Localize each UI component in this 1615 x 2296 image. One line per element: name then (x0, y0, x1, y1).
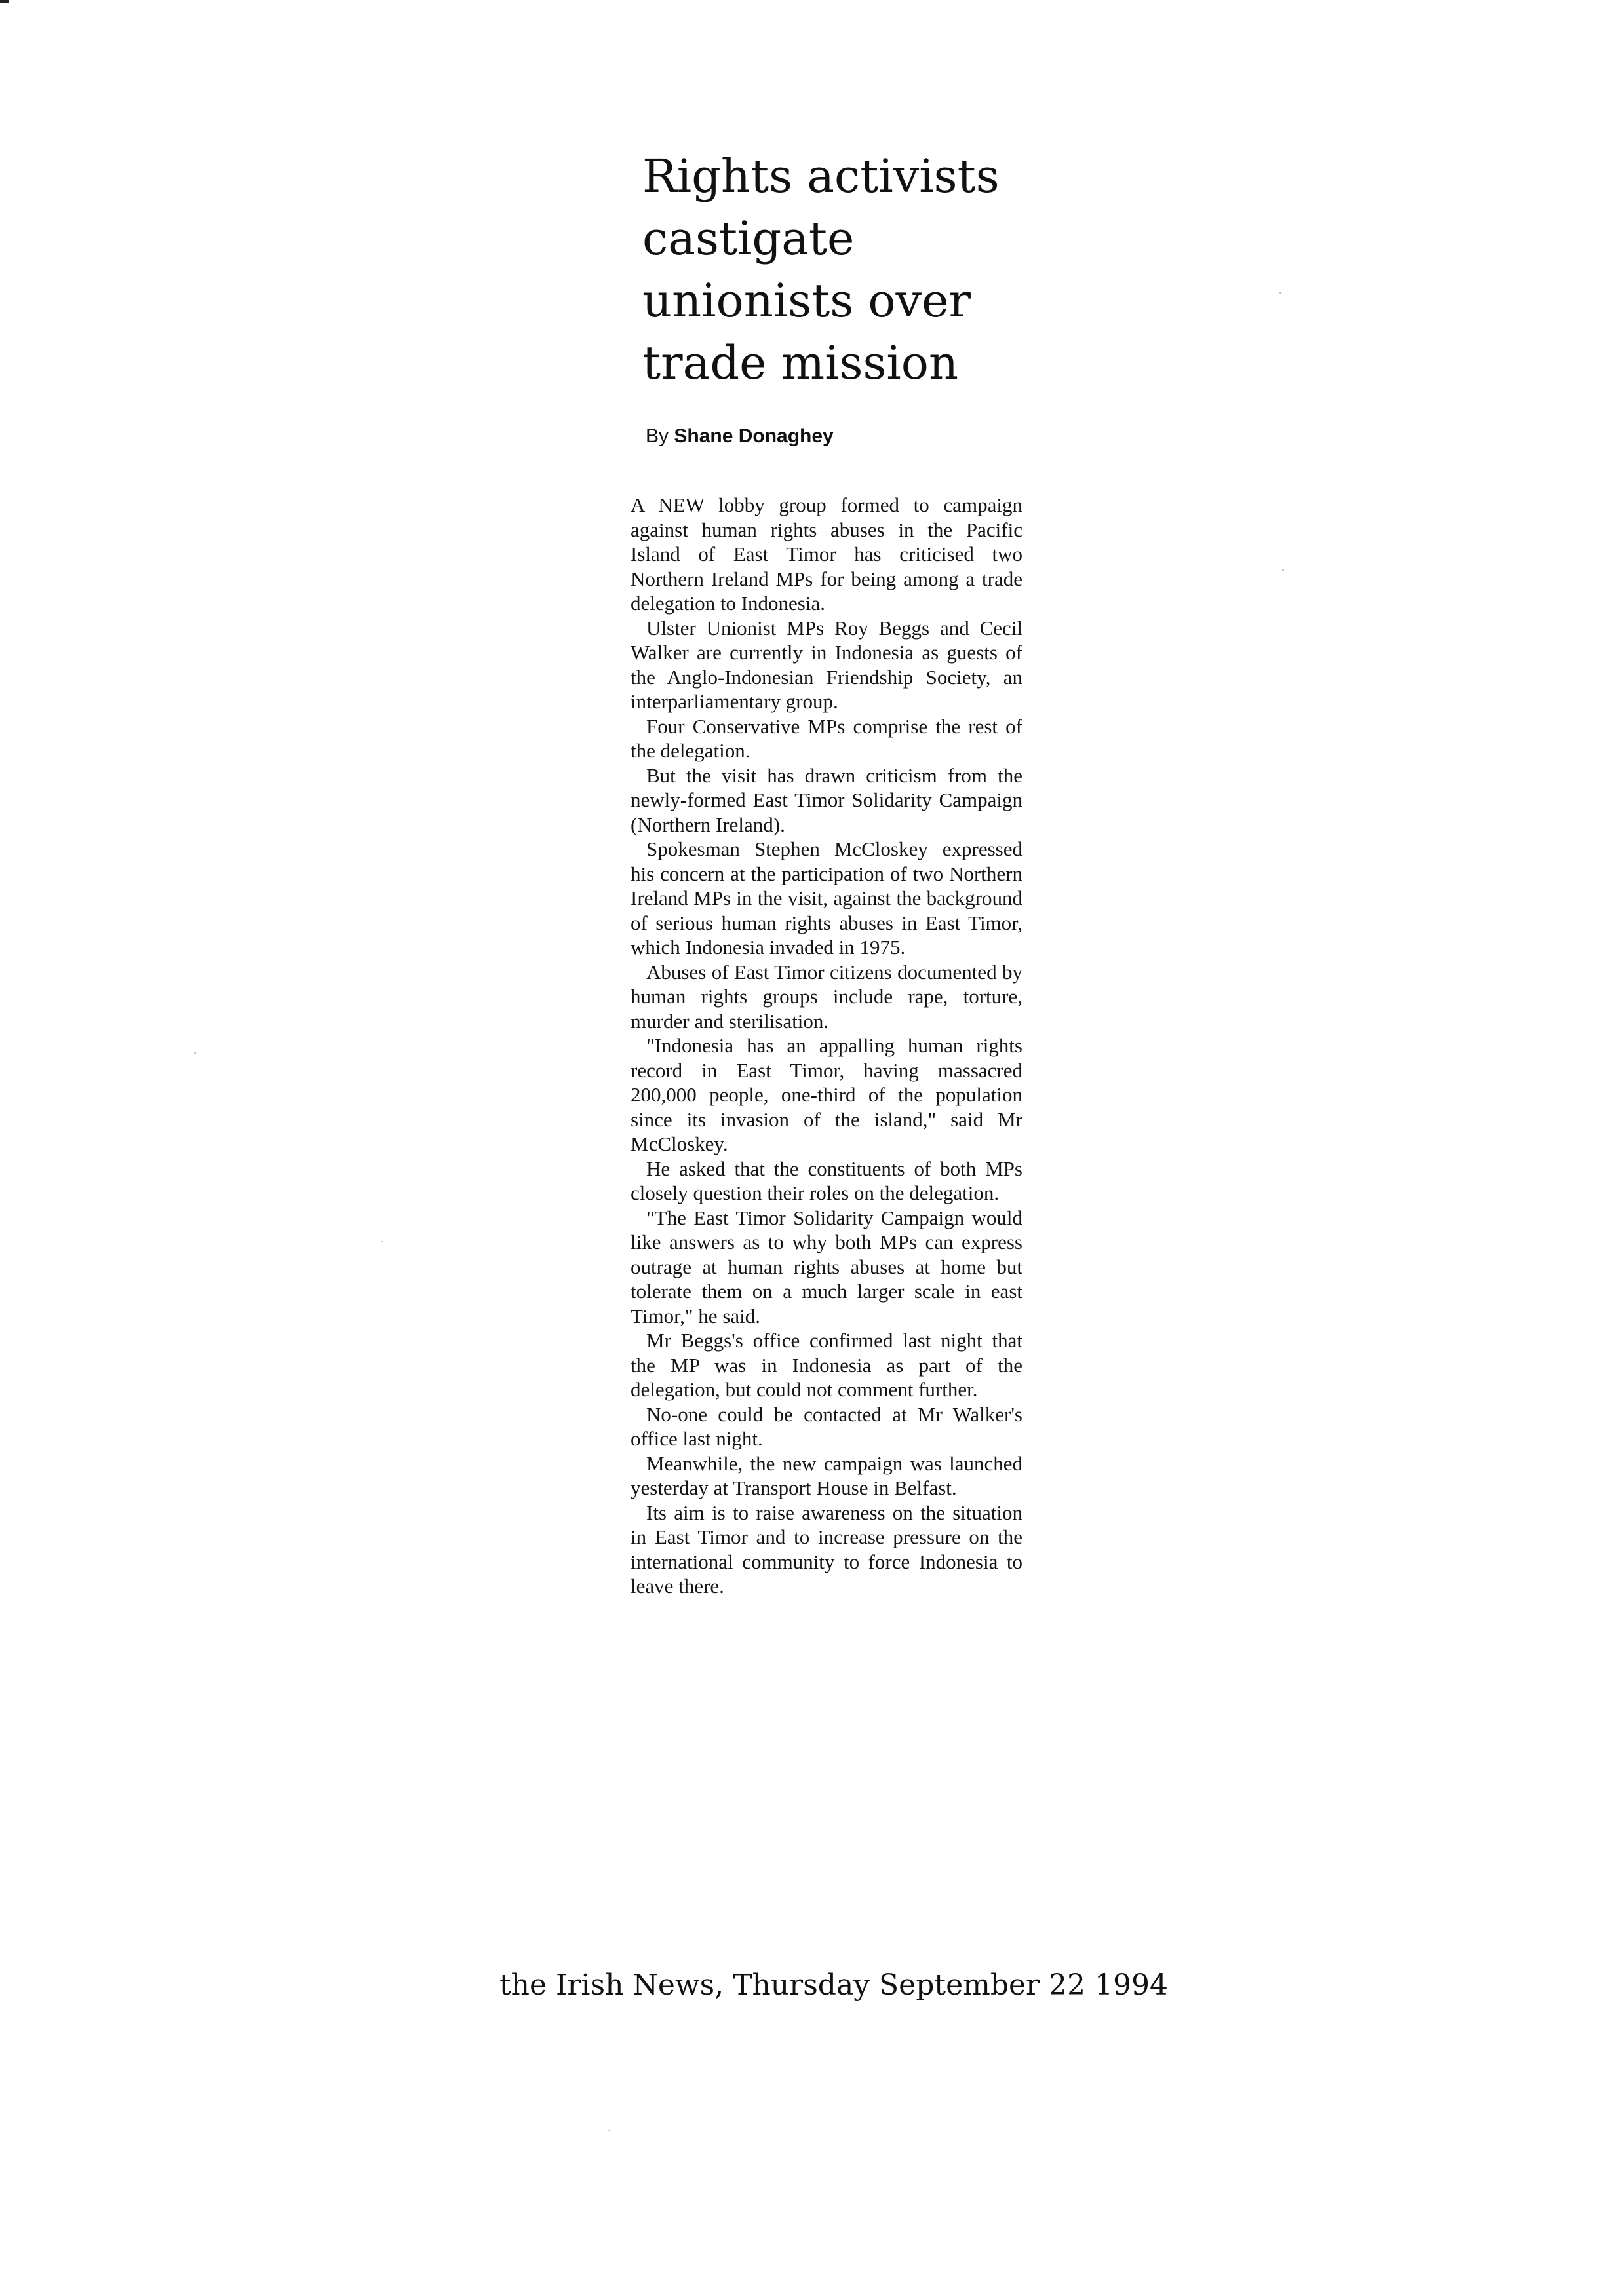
article-paragraph: "Indonesia has an appalling human rights record in East Timor, having massacred 200,000 people, one-third of the population since its invasion of the island," said Mr McCloskey. (631, 1034, 1022, 1155)
scan-speck (194, 1052, 196, 1054)
scan-speck (1279, 292, 1281, 294)
byline-author: Shane Donaghey (674, 425, 834, 447)
source-citation: the Irish News, Thursday September 22 1994 (499, 1968, 1169, 2002)
article-paragraph: Its aim is to raise awareness on the situation in East Timor and to increase pressure on the international community to force Indonesia to leave there. (631, 1501, 1022, 1598)
article-paragraph: "The East Timor Solidarity Campaign would like answers as to why both MPs can express outrage at human rights abuses at home but tolerate them on a much larger scale in east Timor," he said. (631, 1206, 1022, 1328)
article-paragraph: Mr Beggs's office confirmed last night that the MP was in Indonesia as part of the delegation, but could not comment further. (631, 1329, 1022, 1401)
article-paragraph: He asked that the constituents of both MPs closely question their roles on the delegation. (631, 1157, 1022, 1204)
scan-corner-mark (0, 0, 9, 3)
article-byline (646, 423, 834, 450)
article-paragraph: Ulster Unionist MPs Roy Beggs and Cecil Walker are currently in Indonesia as guests of the Anglo-Indonesian Friendship Society, an interparliamentary group. (631, 616, 1022, 713)
article-paragraph: No-one could be contacted at Mr Walker's office last night. (631, 1402, 1022, 1450)
scan-speck (1282, 569, 1284, 571)
scan-speck (608, 2130, 610, 2131)
article-paragraph: Four Conservative MPs comprise the rest of the delegation. (631, 714, 1022, 762)
article-paragraph: But the visit has drawn criticism from the newly-formed East Timor Solidarity Campaign (Northern Ireland). (631, 763, 1022, 836)
article-headline: Rights activists castigate unionists over trade mission (642, 149, 1000, 390)
article-paragraph: Spokesman Stephen McCloskey expressed his concern at the participation of two Northern Ireland MPs in the visit, against the background of serious human rights abuses in East Timor, which Indonesia invaded in 1975. (631, 837, 1022, 959)
article-paragraph: A NEW lobby group formed to campaign against human rights abuses in the Pacific Island of East Timor has criticised two Northern Ireland MPs for being among a trade delegation to Indonesia. (631, 493, 1022, 615)
byline-prefix: By (646, 425, 674, 447)
scan-speck (381, 1241, 383, 1242)
article-paragraph: Meanwhile, the new campaign was launched yesterday at Transport House in Belfast. (631, 1451, 1022, 1499)
article-paragraph: Abuses of East Timor citizens documented by human rights groups include rape, torture, murder and sterilisation. (631, 960, 1022, 1033)
article-body (631, 493, 1022, 1599)
